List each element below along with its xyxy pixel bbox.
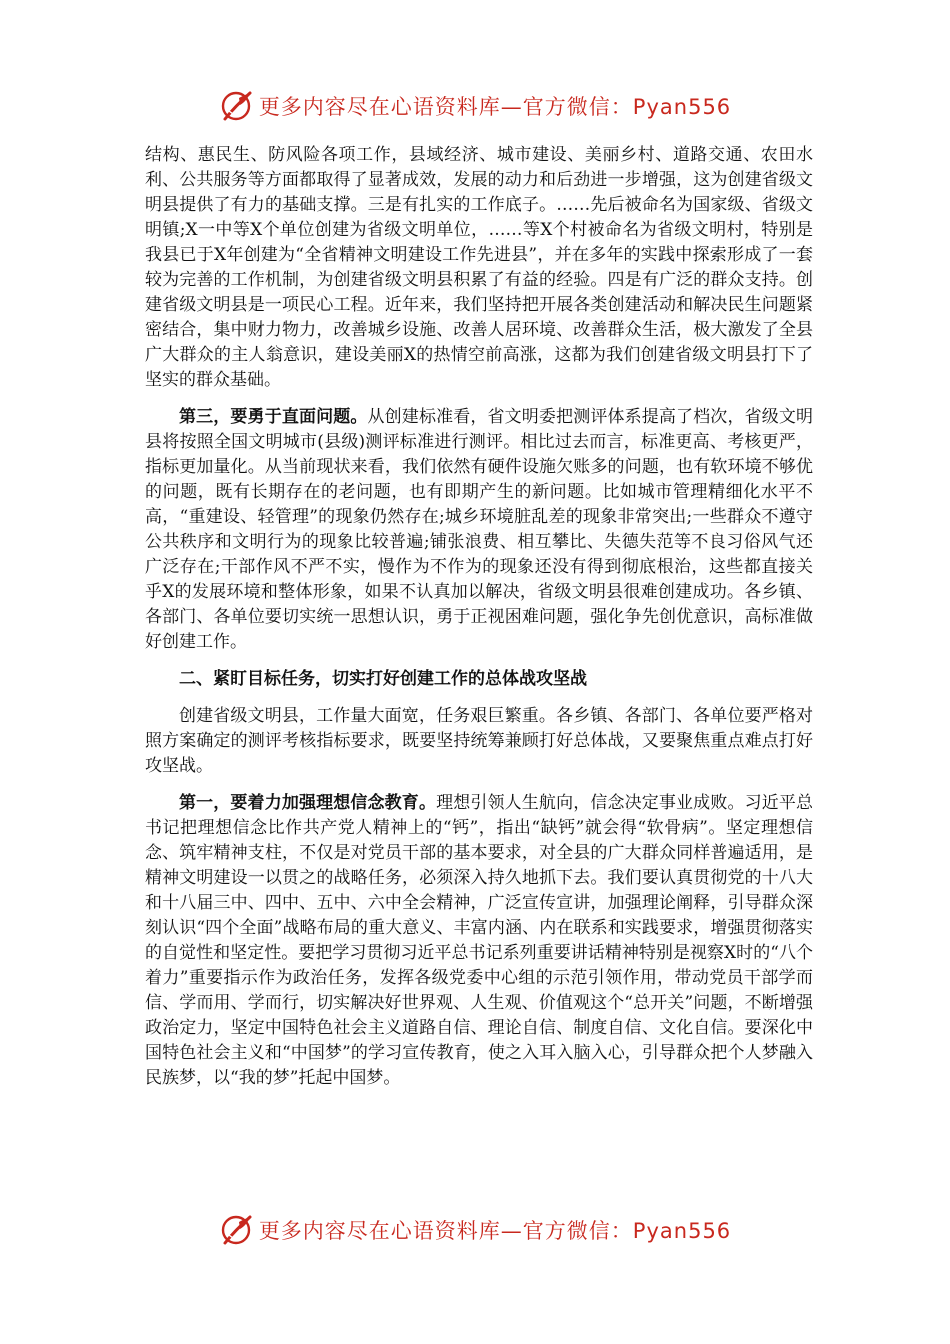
paragraph-third-point (145, 405, 813, 655)
paragraph-first-point (145, 791, 813, 1091)
paragraph-intro (145, 704, 813, 779)
quill-logo-icon (219, 1213, 253, 1247)
quill-logo-icon (219, 89, 253, 123)
paragraph-body: 结构、惠民生、防风险各项工作，县域经济、城市建设、美丽乡村、道路交通、农田水利、公共服务等方面都取得了显著成效，发展的动力和后劲进一步增强，这为创建省级文明县提供了有力的基础支撑。三是有扎实的工作底子。……先后被命名为国家级、省级文明镇;X一中等X个单位创建为省级文明单位，……等X个村被命名为省级文明村，特别是我县已于X年创建为“全省精神文明建设工作先进县”，并在多年的实践中探索形成了一套较为完善的工作机制，为创建省级文明县积累了有益的经验。四是有广泛的群众支持。创建省级文明县是一项民心工程。近年来，我们坚持把开展各类创建活动和解决民生问题紧密结合，集中财力物力，改善城乡设施、改善人居环境、改善群众生活，极大激发了全县广大群众的主人翁意识，建设美丽X的热情空前高涨，这都为我们创建省级文明县打下了坚实的群众基础。 (145, 145, 813, 390)
paragraph-lead: 第一，要着力加强理想信念教育。 (179, 793, 437, 813)
paragraph-body: 从创建标准看，省文明委把测评体系提高了档次，省级文明县将按照全国文明城市(县级)测评标准进行测评。相比过去而言，标准更高、考核更严，指标更加量化。从当前现状来看，我们依然有硬件设施欠账多的问题，也有软环境不够优的问题，既有长期存在的老问题，也有即期产生的新问题。比如城市管理精细化水平不高，“重建设、轻管理”的现象仍然存在;城乡环境脏乱差的现象非常突出;一些群众不遵守公共秩序和文明行为的现象比较普遍;铺张浪费、相互攀比、失德失范等不良习俗风气还广泛存在;干部作风不严不实，慢作为不作为的现象还没有得到彻底根治，这些都直接关乎X的发展环境和整体形象，如果不认真加以解决，省级文明县很难创建成功。各乡镇、各部门、各单位要切实统一思想认识，勇于正视困难问题，强化争先创优意识，高标准做好创建工作。 (145, 407, 814, 652)
document-body (145, 143, 813, 1091)
watermark-banner-bottom (0, 1210, 950, 1250)
watermark-text: 更多内容尽在心语资料库—官方微信：Pyan556 (258, 1219, 732, 1243)
watermark-banner-top (0, 86, 950, 126)
watermark-text: 更多内容尽在心语资料库—官方微信：Pyan556 (258, 95, 732, 119)
paragraph-lead: 第三，要勇于直面问题。 (179, 407, 368, 427)
section-heading: 二、紧盯目标任务，切实打好创建工作的总体战攻坚战 (179, 669, 587, 689)
paragraph-body: 创建省级文明县，工作量大面宽，任务艰巨繁重。各乡镇、各部门、各单位要严格对照方案确定的测评考核指标要求，既要坚持统筹兼顾打好总体战，又要聚焦重点难点打好攻坚战。 (145, 706, 813, 776)
paragraph-body: 理想引领人生航向，信念决定事业成败。习近平总书记把理想信念比作共产党人精神上的“钙”，指出“缺钙”就会得“软骨病”。坚定理想信念、筑牢精神支柱，不仅是对党员干部的基本要求，对全县的广大群众同样普遍适用，是精神文明建设一以贯之的战略任务，必须深入持久地抓下去。我们要认真贯彻党的十八大和十八届三中、四中、五中、六中全会精神，广泛宣传宣讲，加强理论阐释，引导群众深刻认识“四个全面”战略布局的重大意义、丰富内涵、内在联系和实践要求，增强贯彻落实的自觉性和坚定性。要把学习贯彻习近平总书记系列重要讲话精神特别是视察X时的“八个着力”重要指示作为政治任务，发挥各级党委中心组的示范引领作用，带动党员干部学而信、学而用、学而行，切实解决好世界观、人生观、价值观这个“总开关”问题，不断增强政治定力，坚定中国特色社会主义道路自信、理论自信、制度自信、文化自信。要深化中国特色社会主义和“中国梦”的学习宣传教育，使之入耳入脑入心，引导群众把个人梦融入民族梦，以“我的梦”托起中国梦。 (145, 793, 814, 1088)
paragraph-continued (145, 143, 813, 393)
